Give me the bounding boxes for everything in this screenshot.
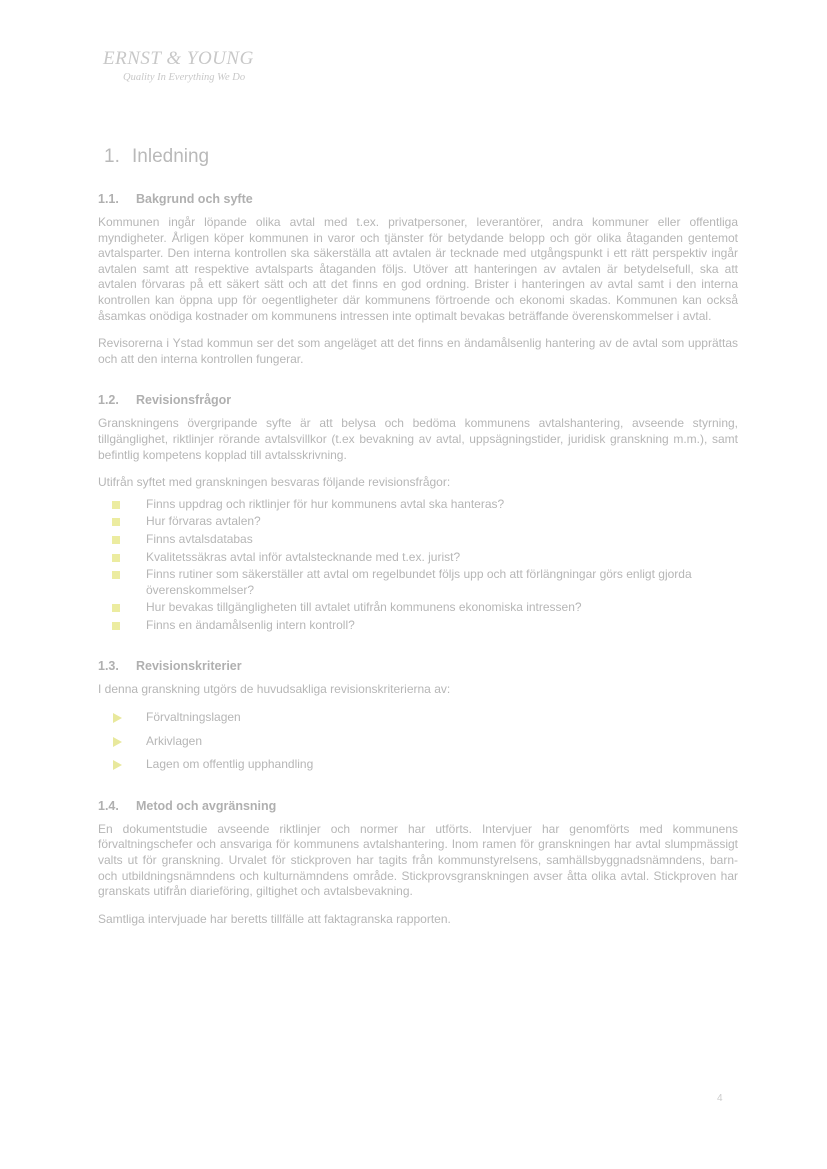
list-item: Finns rutiner som säkerställer att avtal om regelbundet följs upp och att förlängningar görs enligt gjorda överenskommelser?	[98, 567, 738, 598]
ernst-young-logo	[103, 48, 254, 83]
logo-tagline: Quality In Everything We Do	[123, 72, 246, 83]
paragraph: I denna granskning utgörs de huvudsakliga revisionskriterierna av:	[98, 682, 451, 697]
section-bakgrund	[98, 192, 738, 367]
square-bullet-icon	[112, 518, 120, 526]
arrow-bullet-icon	[113, 737, 122, 747]
page-number: 4	[717, 1093, 723, 1104]
criteria-list	[98, 710, 738, 773]
arrow-bullet-icon	[113, 760, 122, 770]
list-item: Lagen om offentlig upphandling	[98, 757, 738, 773]
paragraph: Revisorerna i Ystad kommun ser det som angeläget att det finns en ändamålsenlig hantering av de avtal som upprättas och att den interna kontrollen fungerar.	[98, 336, 738, 366]
square-bullet-icon	[112, 604, 120, 612]
chapter-number: 1.	[104, 146, 120, 167]
section-revisionskriterier	[98, 659, 738, 772]
list-item: Hur förvaras avtalen?	[98, 514, 738, 530]
square-bullet-icon	[112, 571, 120, 579]
list-item: Arkivlagen	[98, 734, 738, 750]
section-heading	[98, 192, 738, 206]
square-bullet-icon	[112, 554, 120, 562]
paragraph: Granskningens övergripande syfte är att belysa och bedöma kommunens avtalshantering, avseende styrning, tillgänglighet, riktlinjer rörande avtalsvillkor (t.ex bevakning av avtal, uppsägningstider, juridisk granskning m.m.), samt befintlig kompetens kopplad till avtalsskrivning.	[98, 416, 738, 462]
list-item: Finns uppdrag och riktlinjer för hur kommunens avtal ska hanteras?	[98, 497, 738, 513]
section-number: 1.3.	[98, 659, 119, 674]
arrow-bullet-icon	[113, 713, 122, 723]
section-heading	[98, 799, 738, 813]
square-bullet-icon	[112, 536, 120, 544]
section-heading	[98, 659, 738, 673]
square-bullet-icon	[112, 622, 120, 630]
section-number: 1.2.	[98, 393, 119, 408]
paragraph: Utifrån syftet med granskningen besvaras följande revisionsfrågor:	[98, 475, 451, 490]
square-bullet-icon	[112, 501, 120, 509]
section-title: Metod och avgränsning	[136, 798, 277, 813]
section-revisionsfragor	[98, 393, 738, 633]
section-number: 1.4.	[98, 798, 119, 813]
list-item: Finns avtalsdatabas	[98, 532, 738, 548]
section-title: Bakgrund och syfte	[136, 192, 253, 206]
chapter-heading	[104, 146, 738, 168]
section-metod	[98, 799, 738, 928]
section-number: 1.1.	[98, 192, 119, 206]
paragraph: Kommunen ingår löpande olika avtal med t.ex. privatpersoner, leverantörer, andra kommuner eller offentliga myndigheter. Årligen köper kommunen in varor och tjänster för betydande belopp och gör olika åtaganden gentemot avtalsparter. Den interna kontrollen ska säkerställa att avtalen är tecknade med utgångspunkt i ett rätt perspektiv ingår avtalen samt att respektive avtalsparts åtaganden följs. Utöver att hanteringen av avtalen är betydelsefull, ska att avtalen förvaras på ett säkert sätt och att det finns en god ordning. Brister i hanteringen av avtal samt i den interna kontrollen kan öppna upp för oegentligheter där kommunens förtroende och ekonomi skadas. Kommunen kan också åsamkas onödiga kostnader om kommunens intressen inte optimalt bevakas beträffande överenskommelser i avtal.	[98, 215, 738, 323]
section-title: Revisionskriterier	[136, 659, 242, 674]
questions-list	[98, 497, 738, 634]
list-item: Hur bevakas tillgängligheten till avtalet utifrån kommunens ekonomiska intressen?	[98, 600, 738, 616]
section-title: Revisionsfrågor	[136, 393, 232, 408]
paragraph: En dokumentstudie avseende riktlinjer och normer har utförts. Intervjuer har genomförts med kommunens förvaltningschefer och ansvariga för kommunens avtalshantering. Inom ramen för granskningen har avtal slumpmässigt valts ut för granskning. Urvalet för stickproven har tagits från kommunstyrelsens, samhällsbyggnadsnämndens, barn- och utbildningsnämndens och kulturnämndens område. Stickprovsgranskningen avser åtta olika avtal. Stickproven har granskats utifrån diarieföring, giltighet och avtalsbevakning.	[98, 821, 738, 899]
paragraph: Samtliga intervjuade har beretts tillfälle att faktagranska rapporten.	[98, 911, 451, 926]
section-heading	[98, 393, 738, 407]
list-item: Finns en ändamålsenlig intern kontroll?	[98, 618, 738, 634]
list-item: Förvaltningslagen	[98, 710, 738, 726]
chapter-title: Inledning	[132, 146, 210, 167]
document-body	[98, 134, 738, 927]
list-item: Kvalitetssäkras avtal inför avtalstecknande med t.ex. jurist?	[98, 550, 738, 566]
logo-wordmark: ERNST & YOUNG	[103, 48, 254, 69]
